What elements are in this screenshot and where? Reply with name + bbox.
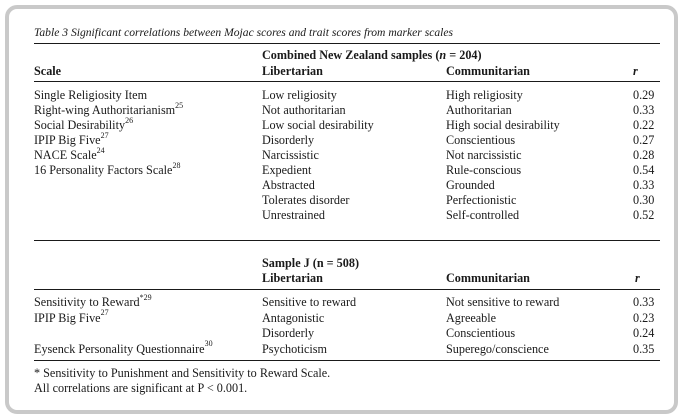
scale-item <box>34 292 152 310</box>
r-cell: 0.35 <box>633 341 655 356</box>
scale-reference: 26 <box>125 115 134 125</box>
communitarian-cell: Rule-conscious <box>446 163 522 177</box>
bottom-rule <box>34 360 660 361</box>
top-rule <box>34 43 660 44</box>
scale-reference: 24 <box>96 145 105 155</box>
libertarian-cell: Tolerates disorder <box>262 193 350 207</box>
r-cell: 0.52 <box>633 208 655 222</box>
libertarian-cell: Low religiosity <box>262 88 337 102</box>
r-cell: 0.33 <box>633 178 655 192</box>
communitarian-cell: Perfectionistic <box>446 193 517 207</box>
section2-heading: Sample J (n = 508) <box>262 256 360 270</box>
scale-reference: 30 <box>204 339 213 349</box>
s2-header-rule <box>34 289 660 290</box>
s2-col-header-libertarian: Libertarian <box>262 271 323 285</box>
scale-item <box>34 339 213 357</box>
table-caption: Table 3 Significant correlations between Mojac scores and trait scores from marker scales <box>34 26 454 39</box>
communitarian-cell: Not narcissistic <box>446 148 522 162</box>
r-cell: 0.27 <box>633 133 655 147</box>
communitarian-cell: Not sensitive to reward <box>446 295 560 309</box>
libertarian-cell: Unrestrained <box>262 208 325 222</box>
libertarian-cell: Low social desirability <box>262 118 374 132</box>
scale-item <box>34 115 134 133</box>
libertarian-cell: Expedient <box>262 163 312 177</box>
scale-name: Sensitivity to Reward <box>34 295 140 309</box>
section1-heading: Combined New Zealand samples (n = 204) <box>262 48 482 62</box>
scale-reference: 25 <box>175 100 184 110</box>
scale-reference: 28 <box>172 160 181 170</box>
r-cell: 0.33 <box>633 295 655 309</box>
r-cell: 0.30 <box>633 193 655 207</box>
r-cell: 0.28 <box>633 148 655 162</box>
scale-item <box>34 88 147 103</box>
col-header-communitarian: Communitarian <box>446 64 530 78</box>
communitarian-cell: High religiosity <box>446 88 523 102</box>
communitarian-cell: Self-controlled <box>446 208 520 222</box>
libertarian-cell: Disorderly <box>262 133 315 147</box>
communitarian-cell: High social desirability <box>446 118 560 132</box>
communitarian-cell: Grounded <box>446 178 495 192</box>
scale-reference: 27 <box>100 130 109 140</box>
scale-name: 16 Personality Factors Scale <box>34 163 173 177</box>
communitarian-cell: Authoritarian <box>446 103 512 117</box>
r-cell: 0.23 <box>633 310 655 325</box>
libertarian-cell: Narcissistic <box>262 148 319 162</box>
libertarian-cell: Abstracted <box>262 178 315 192</box>
r-cell: 0.29 <box>633 88 655 102</box>
scale-item <box>34 100 184 118</box>
r-cell: 0.33 <box>633 103 655 117</box>
communitarian-cell: Agreeable <box>446 310 497 325</box>
scale-name: IPIP Big Five <box>34 133 101 147</box>
scale-reference: *29 <box>139 292 152 302</box>
scale-name: IPIP Big Five <box>34 310 101 325</box>
communitarian-cell: Superego/conscience <box>446 341 549 356</box>
scale-reference: 27 <box>100 308 109 318</box>
scale-name: Right-wing Authoritarianism <box>34 103 176 117</box>
r-cell: 0.22 <box>633 118 655 132</box>
header-rule <box>34 81 660 82</box>
scale-item <box>34 160 181 178</box>
scale-item <box>34 145 105 163</box>
libertarian-cell: Psychoticism <box>262 341 328 356</box>
col-header-libertarian: Libertarian <box>262 64 323 78</box>
s2-col-header-communitarian: Communitarian <box>446 271 530 285</box>
scale-name: Single Religiosity Item <box>34 88 148 102</box>
col-header-scale: Scale <box>34 64 62 78</box>
libertarian-cell: Sensitive to reward <box>262 295 357 309</box>
scale-name: Eysenck Personality Questionnaire <box>34 341 205 356</box>
footnote-1: * Sensitivity to Punishment and Sensitivity to Reward Scale. <box>34 366 331 380</box>
scale-name: Social Desirability <box>34 118 126 132</box>
s2-col-header-r: r <box>635 271 640 285</box>
mid-rule <box>34 240 660 241</box>
scale-name: NACE Scale <box>34 148 97 162</box>
r-cell: 0.54 <box>633 163 655 177</box>
r-cell: 0.24 <box>633 326 655 340</box>
communitarian-cell: Conscientious <box>446 326 516 340</box>
col-header-r: r <box>633 64 638 78</box>
libertarian-cell: Not authoritarian <box>262 103 346 117</box>
libertarian-cell: Disorderly <box>262 326 315 340</box>
libertarian-cell: Antagonistic <box>262 310 325 325</box>
scale-item <box>34 308 109 326</box>
communitarian-cell: Conscientious <box>446 133 516 147</box>
footnote-2: All correlations are significant at P < 0.001. <box>34 381 248 395</box>
